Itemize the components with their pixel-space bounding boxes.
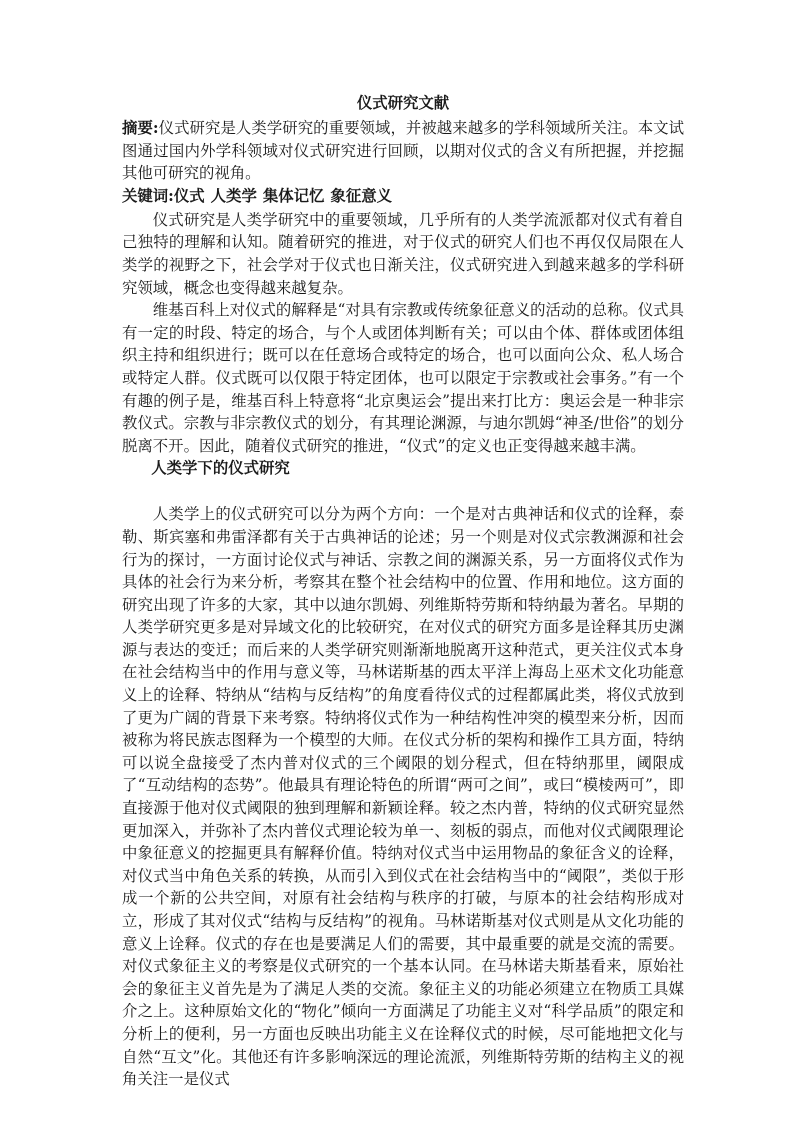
section-heading: 人类学下的仪式研究 (151, 459, 290, 478)
keywords (122, 185, 684, 209)
keyword: 仪式 (173, 186, 205, 205)
keywords-label: 关键词: (122, 186, 174, 205)
abstract-text: 仪式研究是人类学研究的重要领域，并被越来越多的学科领域所关注。本文试图通过国内外学科领域对仪式研究进行回顾，以期对仪式的含义有所把握，并挖掘其他可研究的视角。 (122, 119, 684, 183)
keyword: 人类学 (210, 186, 257, 205)
body-paragraph: 维基百科上对仪式的解释是“对具有宗教或传统象征意义的活动的总称。仪式具有一定的时段、特定的场合，与个人或团体判断有关；可以由个体、群体或团体组织主持和组织进行；既可以在任意场合或特定的场合，也可以面向公众、私人场合或特定人群。仪式既可以仅限于特定团体，也可以限定于宗教或社会事务。”有一个有趣的例子是，维基百科上特意将“北京奥运会”提出来打比方：奥运会是一种非宗教仪式。宗教与非宗教仪式的划分，有其理论渊源，与迪尔凯姆“神圣/世俗”的划分脱离不开。因此，随着仪式研究的推进，“仪式”的定义也正变得越来越丰满。 (122, 301, 684, 455)
document-title: 仪式研究文献 (356, 94, 450, 112)
keyword: 象征意义 (330, 186, 392, 205)
keyword: 集体记忆 (262, 186, 325, 205)
body-paragraph: 仪式研究是人类学研究中的重要领域，几乎所有的人类学流派都对仪式有着自己独特的理解和认知。随着研究的推进，对于仪式的研究人们也不再仅仅局限在人类学的视野之下，社会学对于仪式也日渐关注，仪式研究进入到越来越多的学科研究领域，概念也变得越来越复杂。 (122, 210, 684, 297)
document-page (122, 92, 684, 1091)
abstract-label: 摘要: (122, 119, 159, 137)
abstract (122, 117, 684, 185)
body-paragraph: 人类学上的仪式研究可以分为两个方向：一个是对古典神话和仪式的诠释，泰勒、斯宾塞和弗雷泽都有关于古典神话的论述；另一个则是对仪式宗教渊源和社会行为的探讨，一方面讨论仪式与神话、宗教之间的渊源关系，另一方面将仪式作为具体的社会行为来分析，考察其在整个社会结构中的位置、作用和地位。这方面的研究出现了许多的大家，其中以迪尔凯姆、列维斯特劳斯和特纳最为著名。早期的人类学研究更多是对异域文化的比较研究，在对仪式的研究方面多是诠释其历史渊源与表达的变迁；而后来的人类学研究则渐渐地脱离开这种范式，更关注仪式本身在社会结构当中的作用与意义等，马林诺斯基的西太平洋上海岛上巫术文化功能意义上的诠释、特纳从“结构与反结构”的角度看待仪式的过程都属此类，将仪式放到了更为广阔的背景下来考察。特纳将仪式作为一种结构性冲突的模型来分析，因而被称为将民族志图释为一个模型的大师。在仪式分析的架构和操作工具方面，特纳可以说全盘接受了杰内普对仪式的三个阈限的划分程式，但在特纳那里，阈限成了“互动结构的态势”。他最具有理论特色的所谓“两可之间”，或曰“模棱两可”，即直接源于他对仪式阈限的独到理解和新颖诠释。较之杰内普，特纳的仪式研究显然更加深入，并弥补了杰内普仪式理论较为单一、刻板的弱点，而他对仪式阈限理论中象征意义的挖掘更具有解释价值。特纳对仪式当中运用物品的象征含义的诠释，对仪式当中角色关系的转换，从而引入到仪式在社会结构当中的“阈限”，类似于形成一个新的公共空间，对原有社会结构与秩序的打破，与原本的社会结构形成对立，形成了其对仪式“结构与反结构”的视角。马林诺斯基对仪式则是从文化功能的意义上诠释。仪式的存在也是要满足人们的需要，其中最重要的就是交流的需要。对仪式象征主义的考察是仪式研究的一个基本认同。在马林诺夫斯基看来，原始社会的象征主义首先是为了满足人类的交流。象征主义的功能必须建立在物质工具媒介之上。这种原始文化的“物化”倾向一方面满足了功能主义对“科学品质”的限定和分析上的便利，另一方面也反映出功能主义在诠释仪式的时候，尽可能地把文化与自然“互文”化。其他还有许多影响深远的理论流派，列维斯特劳斯的结构主义的视角关注一是仪式 (122, 505, 684, 1089)
